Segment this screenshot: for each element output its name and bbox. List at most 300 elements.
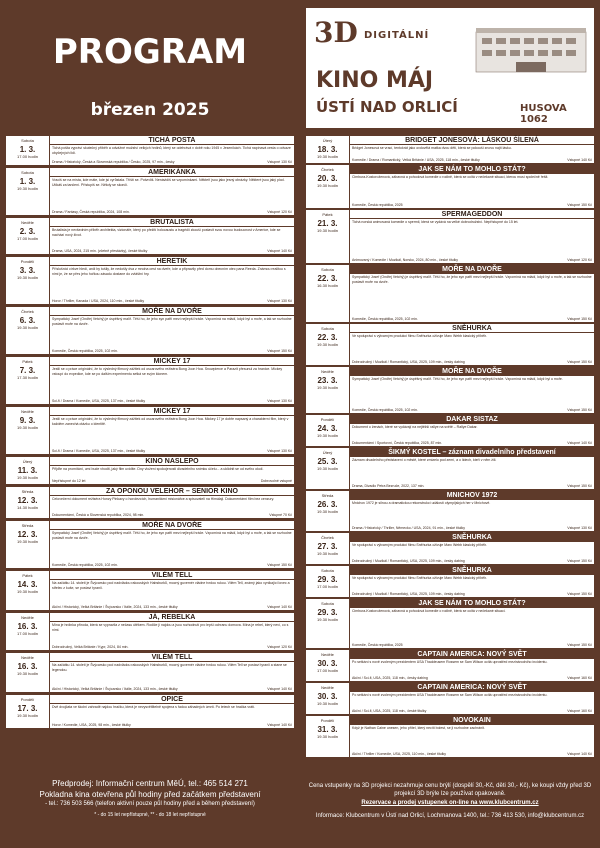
screening-time: 16.30 hodin (317, 283, 338, 288)
box-office-phone: - tel.: 736 503 566 (telefon aktivní pouze půl hodiny před a během představení) (45, 801, 255, 807)
weekday: Pátek (322, 212, 333, 217)
film-description: Ve spolupráci s výtvarným produkcí filmu Sněhurka oživuje Marc Webb klasický příběh. (352, 543, 488, 547)
program-entry (6, 257, 294, 304)
weekday: Neděle (21, 615, 34, 620)
ticket-price: Vstupné 140 Kč (267, 605, 292, 609)
screening-time: 17.00 hodin (317, 668, 338, 673)
film-info (350, 265, 594, 322)
film-meta (52, 645, 292, 649)
film-info (50, 257, 294, 304)
ticket-price: Vstupné 150 Kč (567, 408, 592, 412)
film-description: Sympatický Josef (Ondřej Vetchý) je úspěšný malíř. Těší ho, že jeho syn patří mezi nejlepší hráče. Vzpomíná na mládí, když byl u moře, a tak se rozhodne postavit moře na dvoře. (352, 275, 592, 284)
contact-info: Informace: Klubcentrum v Ústí nad Orlicí, Lochmanova 1400, tel.: 736 413 530, info@klubcentrum.cz (315, 813, 585, 819)
film-title: TICHÁ POSTA (50, 136, 294, 145)
program-entry (6, 457, 294, 484)
date-number: 29. 3. (317, 575, 338, 584)
film-title: SPERMAGEDDON (350, 210, 594, 219)
film-meta (352, 484, 592, 488)
film-title: ZA OPONOU VELEHOR – SENIOR KINO (50, 487, 294, 496)
film-info (50, 457, 294, 484)
ticket-price: Vstupné 120 Kč (267, 645, 292, 649)
film-description: Vracíš se na místa, kde máte, kde jsi vyrůstala. Tříští se. Potvrdíš. Nenávidíš se vzpomínkami. Někteří jsou jako jesný obrázky. Některé jsou jaký plod. Utíkáš za tančení. Přístupíš se. Někdy se skončí. (52, 178, 285, 187)
date-number: 3. 3. (19, 266, 36, 275)
screening-time: 19.30 hodin (17, 589, 38, 594)
program-entry (306, 566, 594, 597)
film-details: Akční / Historický, Velká Británie / Švýcarsko / Itálie, 2024, 133 min., české titulky (52, 605, 178, 609)
film-description: Když je Nathan Caine unesen, jeho přítel, který necítí bolest, se ji rozhodne zachránit. (352, 726, 485, 730)
date-number: 21. 3. (317, 219, 338, 228)
screening-time: 17.00 hodin (17, 154, 38, 159)
film-description: Dokument o ženách, které se vydávají na nejtěžší rallye na světě – Rallye Dakar. (352, 425, 478, 429)
film-info (50, 357, 294, 404)
film-meta (52, 687, 292, 691)
cinema-address: HUSOVA 1062 (520, 103, 567, 125)
program-entry (306, 716, 594, 757)
screening-date (306, 566, 350, 597)
date-number: 1. 3. (19, 145, 36, 154)
film-info (50, 307, 294, 354)
weekday: Úterý (322, 138, 333, 143)
screening-date (6, 487, 50, 518)
film-info (350, 165, 594, 208)
film-details: Komedie, Česká republika, 2025, 102 min. (52, 563, 118, 567)
film-info (50, 487, 294, 518)
weekday: Úterý (322, 450, 333, 455)
date-number: 2. 3. (19, 227, 36, 236)
ticket-price: Vstupné 150 Kč (567, 317, 592, 321)
film-title: SNĚHURKA (350, 566, 594, 575)
date-number: 9. 3. (19, 416, 36, 425)
film-details: Drama / Historický / Thriller, Německo / USA, 2024, 91 min., české titulky (352, 526, 465, 530)
screening-time: 19.30 hodin (17, 671, 38, 676)
film-description: Na začátku 14. století je Švýcarsko pod nadvládou rakouských Habsburků, mocný guvernér vládne tvrdou rukou. Vilém Tell, známý jako vynikající lovec a střelec z kuše, se postaví tyranii. (52, 581, 290, 590)
ticket-price: Vstupné 140 Kč (267, 723, 292, 727)
film-title: KINO NASLEPO (50, 457, 294, 466)
film-details: Akční / Sci-fi, USA, 2025, 118 min., česky dabing (352, 676, 428, 680)
screening-date (6, 168, 50, 215)
weekday: Čtvrtek (321, 167, 334, 172)
date-number: 30. 3. (317, 659, 338, 668)
film-meta (52, 605, 292, 609)
ticket-price: Vstupné 120 Kč (567, 258, 592, 262)
program-month: březen 2025 (90, 100, 210, 120)
film-info (350, 491, 594, 531)
film-info (50, 136, 294, 165)
weekday: Neděle (21, 220, 34, 225)
film-info (350, 136, 594, 163)
weekday: Sobota (21, 138, 34, 143)
film-title: BRUTALISTA (50, 218, 294, 227)
ticket-price: Vstupné 130 Kč (267, 449, 292, 453)
screening-time: 19.30 hodin (17, 539, 38, 544)
film-title: ŠIKMÝ KOSTEL – záznam divadelního představení (350, 448, 594, 457)
ticket-price: Vstupné 130 Kč (567, 526, 592, 530)
date-number: 20. 3. (317, 174, 338, 183)
film-title: MICKEY 17 (50, 357, 294, 366)
film-meta (352, 360, 592, 364)
ticket-price: Vstupné 150 Kč (567, 484, 592, 488)
film-meta (52, 479, 292, 483)
program-entry (6, 136, 294, 165)
screening-time: 17.00 hodin (17, 631, 38, 636)
screening-time: 17.30 hodin (17, 375, 38, 380)
ticket-price: Vstupné 140 Kč (567, 441, 592, 445)
film-info (50, 521, 294, 568)
screening-date (306, 324, 350, 365)
film-meta (352, 559, 592, 563)
program-entry (306, 367, 594, 413)
film-description: Ve spolupráci s výtvarným produkcí filmu Sněhurka oživuje Marc Webb klasický příběh. (352, 334, 488, 338)
film-meta (52, 210, 292, 214)
weekday: Neděle (321, 685, 334, 690)
screening-date (306, 415, 350, 446)
film-meta (352, 592, 592, 596)
film-title: VILÉM TELL (50, 571, 294, 580)
date-number: 6. 3. (19, 316, 36, 325)
date-number: 18. 3. (317, 145, 338, 154)
weekday: Sobota (321, 601, 334, 606)
film-meta (352, 258, 592, 262)
date-number: 30. 3. (317, 692, 338, 701)
film-meta (52, 513, 292, 517)
film-details: Dobrodružný, Velká Británie / Kypr, 2024, 84 min. (52, 645, 129, 649)
date-number: 16. 3. (17, 662, 38, 671)
screening-date (306, 650, 350, 681)
film-meta (352, 317, 592, 321)
film-title: MOŘE NA DVOŘE (50, 521, 294, 530)
ticket-price: Vstupné 140 Kč (267, 249, 292, 253)
film-description: Sympatický Josef (Ondřej Vetchý) je úspěšný malíř. Těší ho, že jeho syn patří mezi nejlepší hráče. Vzpomíná na mládí, když byl u moře. (352, 377, 563, 381)
film-info (50, 653, 294, 692)
date-number: 23. 3. (317, 376, 338, 385)
screening-time: 19.30 hodin (317, 228, 338, 233)
film-description: Záznam divadelního představení o městě, které zmizelo pod zemí, a o lidech, kteří v něm žili. (352, 458, 497, 462)
film-title: MOŘE NA DVOŘE (50, 307, 294, 316)
film-description: Celovečerní dokument režiséra Honzy Pinkavy o horolezcích, humanitární misionářce a spisovateli na Himálaji. Dokumentární film bez cenzury. (52, 497, 275, 501)
program-entry (306, 599, 594, 648)
film-meta (352, 441, 592, 445)
film-meta (52, 249, 292, 253)
screening-time: 19.30 hodin (17, 425, 38, 430)
program-entry (6, 307, 294, 354)
film-details: Drama, USA, 2024, 215 min. (včetně přestávky), české titulky (52, 249, 148, 253)
weekday: Pondělí (20, 259, 35, 264)
program-entry (6, 695, 294, 728)
screening-date (6, 407, 50, 454)
weekday: Pátek (22, 359, 33, 364)
weekday: Středa (21, 523, 34, 528)
film-title: CAPTAIN AMERICA: NOVÝ SVĚT (350, 683, 594, 692)
screening-time: 19.30 hodin (317, 466, 338, 471)
film-details: Komedie, Česká republika, 2025, 102 min. (352, 408, 418, 412)
film-title: MOŘE NA DVOŘE (350, 367, 594, 376)
cinema-header (306, 8, 594, 128)
film-title: JAK SE NÁM TO MOHLO STÁT? (350, 165, 594, 174)
film-meta (352, 752, 592, 756)
screening-time: 19.30 hodin (317, 701, 338, 706)
weekday: Sobota (321, 568, 334, 573)
date-number: 7. 3. (19, 366, 36, 375)
weekday: Neděle (321, 369, 334, 374)
film-description: Na začátku 14. století je Švýcarsko pod nadvládou rakouských Habsburků, mocný guvernér vládne tvrdou rukou. Vilém Tell se postaví tyranii a stane se legendou. (52, 663, 287, 672)
screening-date (306, 210, 350, 263)
screening-time: 19.30 hodin (317, 617, 338, 622)
weekday: Pondělí (320, 718, 335, 723)
film-meta (352, 203, 592, 207)
program-entry (306, 533, 594, 564)
film-meta (352, 709, 592, 713)
screening-date (6, 136, 50, 165)
film-info (350, 415, 594, 446)
screening-time: 19.30 hodin (17, 325, 38, 330)
film-meta (52, 723, 292, 727)
film-meta (352, 408, 592, 412)
screening-time: 19.30 hodin (317, 734, 338, 739)
film-description: Mína je hrdinka příroda, která se vypravila z nečasu útěkem. Rodiče ji najdou a jsou rozhodnutí pro lepší ochranu domova. Mína je rebel, který neví, co s nimi. (52, 623, 289, 632)
film-meta (52, 399, 292, 403)
ticket-price: Vstupné 140 Kč (267, 687, 292, 691)
date-number: 12. 3. (17, 530, 38, 539)
program-entry (6, 571, 294, 610)
screening-date (6, 218, 50, 254)
cinema-city: ÚSTÍ NAD ORLICÍ (316, 98, 458, 116)
program-entry (306, 650, 594, 681)
weekday: Čtvrtek (321, 535, 334, 540)
program-entry (306, 415, 594, 446)
screening-date (6, 571, 50, 610)
screening-time: 19.30 hodin (317, 551, 338, 556)
film-title: HERETIK (50, 257, 294, 266)
film-meta (52, 160, 292, 164)
program-entry (6, 487, 294, 518)
film-info (50, 168, 294, 215)
presale-info: Předprodej: Informační centrum MěÚ, tel.: 465 514 271 (52, 779, 248, 788)
date-number: 22. 3. (317, 333, 338, 342)
ticket-price: Vstupné 130 Kč (267, 299, 292, 303)
film-title: MOŘE NA DVOŘE (350, 265, 594, 274)
ticket-price: Vstupné 150 Kč (567, 360, 592, 364)
ticket-price: Vstupné 140 Kč (567, 158, 592, 162)
film-info (50, 613, 294, 650)
date-number: 17. 3. (17, 704, 38, 713)
film-title: JÁ, REBELKA (50, 613, 294, 622)
weekday: Sobota (321, 326, 334, 331)
screening-date (306, 367, 350, 413)
film-details: Animovaný / Komedie / Muzikál, Norsko, 2024, 80 min., české titulky (352, 258, 459, 262)
film-description: Sympatický Josef (Ondřej Vetchý) je úspěšný malíř. Těší ho, že jeho syn patří mezi nejlepší hráče. Vzpomíná na mládí, když byl u moře, a tak se rozhodne postavit moře na dvoře. (52, 531, 292, 540)
film-details: Drama / Fantasy, Česká republika, 2024, 108 min. (52, 210, 130, 214)
date-number: 11. 3. (17, 466, 38, 475)
film-details: Komedie, Česká republika, 2025, 102 min. (352, 317, 418, 321)
ticket-price: Vstupné 150 Kč (567, 203, 592, 207)
film-info (350, 599, 594, 648)
film-description: Po setkání s nově zvoleným prezidentem USA Thaddeusem Rossem se Sam Wilson ocitá uprostřed mezinárodního incidentu. (352, 693, 548, 697)
film-title: OPICE (50, 695, 294, 704)
film-info (350, 210, 594, 263)
ticket-price: Vstupné 150 Kč (267, 349, 292, 353)
film-details: Akční / Historický, Velká Británie / Švýcarsko / Itálie, 2024, 133 min., české titulky (52, 687, 178, 691)
film-meta (352, 526, 592, 530)
film-info (350, 367, 594, 413)
film-description: Jestli se o práce originální, že to výsledný filmový zážitek od oscarového režiséra Bong Joon Hoa. Mickey 17 je dobře napsaný a charakterní film, který v každém zanechá otázku o identitě. (52, 417, 289, 426)
film-meta (52, 349, 292, 353)
film-description: Mnichov 1972 je silnou a dramatickou rekonstrukcí událostí olympijských her v Mnichově. (352, 501, 491, 505)
film-meta (352, 643, 592, 647)
film-details: Dobrodružný / Muzikál / Romantický, USA, 2025, 109 min., česky dabing (352, 559, 465, 563)
ticket-price: Vstupné 120 Kč (267, 210, 292, 214)
film-details: Horor / Thriller, Kanada / USA, 2024, 110 min., české titulky (52, 299, 145, 303)
film-details: Sci-fi / Drama / Komedie, USA, 2025, 137 min., české titulky (52, 449, 146, 453)
film-meta (52, 449, 292, 453)
film-title: MICKEY 17 (50, 407, 294, 416)
weekday: Neděle (21, 409, 34, 414)
program-entry (6, 168, 294, 215)
program-title: PROGRAM (52, 32, 248, 72)
screening-time: 17.00 hodin (317, 584, 338, 589)
digital-label: DIGITÁLNÍ (364, 30, 430, 41)
weekday: Pátek (22, 573, 33, 578)
program-entry (6, 653, 294, 692)
screening-time: 19.30 hodin (317, 342, 338, 347)
film-info (50, 571, 294, 610)
weekday: Pondělí (320, 417, 335, 422)
film-title: DAKAR SISTAZ (350, 415, 594, 424)
age-rating-note: * - do 15 let nepřístupné, ** - do 18 let nepřístupné (94, 812, 206, 818)
program-entry (306, 165, 594, 208)
film-details: Komedie, Česká republika, 2025 (352, 643, 403, 647)
program-header (0, 0, 300, 136)
film-description: Sympatický Josef (Ondřej Vetchý) je úspěšný malíř. Těší ho, že jeho syn patří mezi nejlepší hráče. Vzpomíná na mládí, když byl u moře, a tak se rozhodne postavit moře na dvoře. (52, 317, 292, 326)
film-info (350, 324, 594, 365)
footer-left (6, 778, 294, 821)
film-info (350, 533, 594, 564)
screening-date (6, 613, 50, 650)
film-description: Bridget Jonesová se vrací, tentokrát jako ovdovělá matka dvou dětí, která se pokouší znovu najít lásku. (352, 146, 512, 150)
screening-time: 19.30 hodin (317, 509, 338, 514)
screening-time: 17.00 hodin (17, 236, 38, 241)
footer-right (306, 782, 594, 820)
film-meta (52, 299, 292, 303)
program-entry (6, 218, 294, 254)
film-details: Komedie, Česká republika, 2025 (352, 203, 403, 207)
film-info (50, 218, 294, 254)
film-details: Drama / Historický, Česká a Slovenská republika / Česko, 2025, 97 min., česky (52, 160, 175, 164)
film-info (350, 448, 594, 489)
film-title: NOVOKAIN (350, 716, 594, 725)
program-entry (306, 265, 594, 322)
ticket-price: Vstupné 150 Kč (267, 563, 292, 567)
screening-time: 19.30 hodin (317, 433, 338, 438)
film-title: VILÉM TELL (50, 653, 294, 662)
screening-date (306, 448, 350, 489)
screening-date (306, 265, 350, 322)
screening-time: 19.30 hodin (317, 183, 338, 188)
film-details: Sci-fi / Drama / Komedie, USA, 2025, 137 min., české titulky (52, 399, 146, 403)
film-title: SNĚHURKA (350, 533, 594, 542)
film-description: Tichá pošta vypráví skutečný příběh a odvážné mužství velkých hrdinů, který se odehrává v době roku 1945 v Jeseníkách. Tichá napínavá cesta o odvaze obyčejných lidí. (52, 146, 291, 155)
weekday: Úterý (22, 459, 33, 464)
program-entry (6, 407, 294, 454)
weekday: Středa (321, 493, 334, 498)
program-entry (306, 136, 594, 163)
screening-time: 19.30 hodin (317, 154, 338, 159)
film-description: Příslušníci církve hledí, aniž by tušily, že nedošly dva z mnoha cest na dveře, kde a připravily před domu obecním otec pana Reeda. Známou realitou s nimi je, že se přes jeho hořkou zásadu dostane do zvláštní hry. (52, 267, 286, 276)
film-details: Akční / Thriller / Komedie, USA, 2025, 110 min., české titulky (352, 752, 447, 756)
screening-date (306, 136, 350, 163)
film-details: Dokumentární, Česká a Slovenská republika, 2024, 98 min. (52, 513, 145, 517)
film-info (350, 716, 594, 757)
ticket-price: Vstupné 130 Kč (267, 399, 292, 403)
screening-time: 14.30 hodin (17, 505, 38, 510)
film-description: Tichá norská animovaná komedie o spermii, která se vydává na velké dobrodružství. Nepřístupné do 15 let. (352, 220, 519, 224)
weekday: Čtvrtek (21, 309, 34, 314)
screening-date (306, 716, 350, 757)
film-description: Jestli se o práce originální, že to výsledný filmový zážitek od oscarového režiséra Bong Joon Hoa. Snowpierce a Parazit přesunul za hranice. Mickey vstoupí do expedice, kde se po dalším experimentu setká se svým klonem. (52, 367, 283, 376)
screening-date (6, 307, 50, 354)
date-number: 22. 3. (317, 274, 338, 283)
program-entry (306, 210, 594, 263)
ticket-price: Vstupné 140 Kč (567, 752, 592, 756)
film-title: JAK SE NÁM TO MOHLO STÁT? (350, 599, 594, 608)
screening-date (6, 653, 50, 692)
film-info (50, 407, 294, 454)
ticket-price: Vstupné 150 Kč (567, 559, 592, 563)
film-meta (352, 158, 592, 162)
screening-time: 19.30 hodin (17, 275, 38, 280)
online-booking-link[interactable]: Rezervace a prodej vstupenek on-line na www.klubcentrum.cz (361, 800, 539, 806)
3d-glasses-note: Cena vstupenky na 3D projekci nezahrnuje cenu brýlí (dospělí 30,-Kč, děti 30,- Kč), ke koupi vždy před 3D projekcí 3D brýle lze používat opakovaně. (308, 783, 592, 797)
program-entry (6, 357, 294, 404)
screening-time: 19.30 hodin (17, 186, 38, 191)
program-entry (306, 448, 594, 489)
weekday: Sobota (321, 267, 334, 272)
date-number: 31. 3. (317, 725, 338, 734)
weekday: Neděle (321, 652, 334, 657)
film-info (350, 650, 594, 681)
screening-date (6, 521, 50, 568)
program-entry (306, 324, 594, 365)
program-entry (306, 683, 594, 714)
film-details: Akční / Sci-fi, USA, 2025, 118 min., české titulky (352, 709, 427, 713)
date-number: 27. 3. (317, 542, 338, 551)
film-description: Brutalista je nevšedním příběh architekta, vizionáře, který po přežití holocaustu a tragédií zkouší postavit svou novou budoucnost v Americe, kde se nachází nový život. (52, 228, 281, 237)
film-title: AMERIKÁNKA (50, 168, 294, 177)
screening-date (306, 683, 350, 714)
screening-date (6, 357, 50, 404)
ticket-price: Vstupné 150 Kč (567, 643, 592, 647)
screening-time: 19.30 hodin (317, 385, 338, 390)
cinema-building-icon (456, 18, 594, 80)
screening-time: 19.30 hodin (17, 475, 38, 480)
date-number: 16. 3. (17, 622, 38, 631)
film-details: Dobrodružný / Muzikál / Romantický, USA, 2025, 109 min., česky dabing (352, 360, 465, 364)
3d-logo: 3D (314, 16, 358, 49)
box-office-hours: Pokladna kina otevřena půl hodiny před začátkem představení (39, 790, 261, 799)
film-description: Dvě dvojčata ve školní zahradě najdou hračku, která je nevysvětlitelně spojena s řadou záhadných úmrtí. Po letech se hračka vrátí. (52, 705, 256, 709)
film-details: Dokumentární / Sportovní, Česká republika, 2025, 87 min. (352, 441, 443, 445)
weekday: Sobota (21, 170, 34, 175)
date-number: 25. 3. (317, 457, 338, 466)
screening-date (306, 491, 350, 531)
ticket-price: Vstupné 160 Kč (567, 709, 592, 713)
film-details: Horor / Komedie, USA, 2025, 98 min., české titulky (52, 723, 131, 727)
date-number: 1. 3. (19, 177, 36, 186)
ticket-price: Dobrovolné vstupné (260, 479, 292, 483)
film-title: BRIDGET JONESOVÁ: LÁSKOU ŠÍLENÁ (350, 136, 594, 145)
film-info (50, 695, 294, 728)
film-title: CAPTAIN AMERICA: NOVÝ SVĚT (350, 650, 594, 659)
ticket-price: Vstupné 130 Kč (267, 160, 292, 164)
